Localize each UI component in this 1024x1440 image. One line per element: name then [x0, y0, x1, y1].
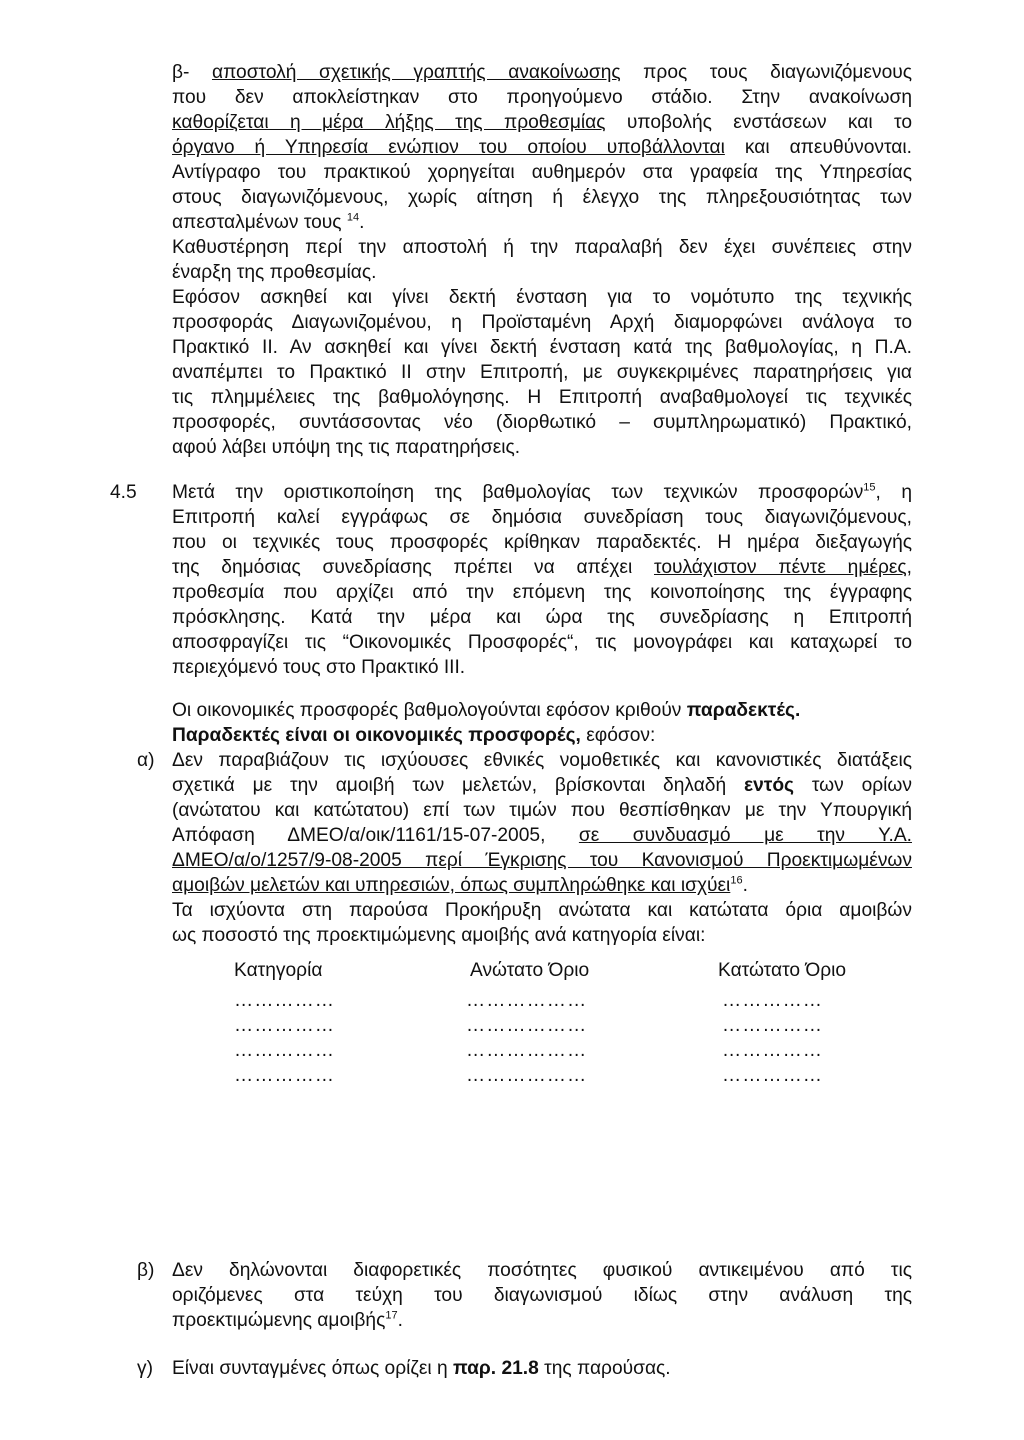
text-line: αφού λάβει υπόψη της τις παρατηρήσεις. [172, 437, 521, 458]
text-line: Αντίγραφο του πρακτικού χορηγείται αυθημερόν στα γραφεία της Υπηρεσίας [172, 162, 912, 183]
table-header-category: Κατηγορία [234, 960, 323, 981]
text-line: Μετά την οριστικοποίηση της βαθμολογίας των τεχνικών προσφορών$^{15}$, η [172, 481, 912, 503]
text-line: Δεν παραβιάζουν τις ισχύουσες εθνικές νομοθετικές και κανονιστικές διατάξεις [172, 750, 912, 771]
list-item-beta [172, 1258, 912, 1333]
text-line: αμοιβών μελετών και υπηρεσιών, όπως συμπληρώθηκε και ισχύει$^{16}$. [172, 874, 748, 896]
table-cell-placeholder: …………… [234, 990, 335, 1011]
text-line: έναρξη της προθεσμίας. [172, 262, 377, 283]
table-cell-placeholder: ……………… [466, 1065, 588, 1086]
section-number: 4.5 [110, 482, 137, 503]
list-item-gamma [172, 1356, 912, 1381]
list-marker-alpha: α) [137, 750, 155, 771]
text-line: απεσταλμένων τους $^{14}$. [172, 211, 365, 233]
text-line: στους διαγωνιζόμενους, χωρίς αίτηση ή έλεγχο της πληρεξουσιότητας των [172, 187, 912, 208]
text-line: σχετικά με την αμοιβή των μελετών, βρίσκονται δηλαδή εντός των ορίων [172, 775, 913, 796]
footnote-ref: 15 [863, 481, 876, 494]
text-line: Τα ισχύοντα στη παρούσα Προκήρυξη ανώτατα και κατώτατα όρια αμοιβών [172, 900, 912, 921]
table-cell-placeholder: …………… [234, 1015, 335, 1036]
text-line: της δημόσιας συνεδρίασης πρέπει να απέχει τουλάχιστον πέντε ημέρες, [172, 557, 912, 578]
text-line: β- αποστολή σχετικής γραπτής ανακοίνωσης προς τους διαγωνιζόμενους [172, 62, 912, 83]
table-cell-placeholder: ……………… [466, 990, 588, 1011]
paragraph-beta-announcement [172, 60, 912, 460]
text-line: οριζόμενες στα τεύχη του διαγωνισμού ιδίως στην ανάλυση της [172, 1285, 912, 1306]
table-cell-placeholder: …………… [722, 1065, 823, 1086]
footnote-ref: 14 [346, 211, 360, 224]
table-cell-placeholder: …………… [722, 1015, 823, 1036]
footnote-ref: 17 [385, 1309, 398, 1322]
text-line: Απόφαση ΔΜΕΟ/α/οικ/1161/15-07-2005, σε συνδυασμό με την Υ.Α. [172, 825, 912, 846]
text-line: Δεν δηλώνονται διαφορετικές ποσότητες φυσικού αντικειμένου από τις [172, 1260, 912, 1281]
footnote-ref: 16 [730, 874, 743, 887]
text-line: που οι τεχνικές τους προσφορές κρίθηκαν παραδεκτές. Η ημέρα διεξαγωγής [172, 532, 912, 553]
text-line: Είναι συνταγμένες όπως ορίζει η παρ. 21.8 της παρούσας. [172, 1358, 671, 1379]
text-line: προσφορές, συντάσσοντας νέο (διορθωτικό – συμπληρωματικό) Πρακτικό, [172, 412, 912, 433]
table-cell-placeholder: …………… [722, 990, 823, 1011]
text-line: τις πλημμέλειες της βαθμολόγησης. Η Επιτροπή αναβαθμολογεί τις τεχνικές [172, 387, 912, 408]
text-line: περιεχόμενό τους στο Πρακτικό ΙΙΙ. [172, 657, 466, 678]
paragraph-section-4-5 [172, 480, 912, 680]
text-line: Οι οικονομικές προσφορές βαθμολογούνται εφόσον κριθούν παραδεκτές. [172, 700, 801, 721]
text-line: Επιτροπή καλεί εγγράφως σε δημόσια συνεδρίαση τους διαγωνιζόμενους, [172, 507, 912, 528]
table-cell-placeholder: …………… [234, 1040, 335, 1061]
text-line: ως ποσοστό της προεκτιμώμενης αμοιβής ανά κατηγορία είναι: [172, 925, 706, 946]
text-line: ΔΜΕΟ/α/ο/1257/9-08-2005 περί Έγκρισης του Κανονισμού Προεκτιμωμένων [172, 850, 912, 871]
text-line: καθορίζεται η μέρα λήξης της προθεσμίας υποβολής ενστάσεων και το [172, 112, 912, 133]
paragraph-economic-offers [172, 698, 912, 748]
table-cell-placeholder: …………… [234, 1065, 335, 1086]
table-header-min-limit: Κατώτατο Όριο [718, 960, 847, 981]
table-cell-placeholder: ……………… [466, 1040, 588, 1061]
table-cell-placeholder: …………… [722, 1040, 823, 1061]
list-item-alpha [172, 748, 912, 948]
text-line: Εφόσον ασκηθεί και γίνει δεκτή ένσταση για το νομότυπο της τεχνικής [172, 287, 912, 308]
list-marker-gamma: γ) [137, 1358, 153, 1379]
list-marker-beta: β) [137, 1260, 155, 1281]
text-line: αναπέμπει το Πρακτικό ΙΙ στην Επιτροπή, με συγκεκριμένες παρατηρήσεις για [172, 362, 912, 383]
text-line: όργανο ή Υπηρεσία ενώπιον του οποίου υποβάλλονται και απευθύνονται. [172, 137, 912, 158]
text-line: προσφοράς Διαγωνιζομένου, η Προϊσταμένη Αρχή διαμορφώνει ανάλογα το [172, 312, 912, 333]
text-line: που δεν αποκλείστηκαν στο προηγούμενο στάδιο. Στην ανακοίνωση [172, 87, 912, 108]
table-header-max-limit: Ανώτατο Όριο [470, 960, 590, 981]
text-line: (ανώτατου και κατώτατου) επί των τιμών που θεσπίσθηκαν με την Υπουργική [172, 800, 912, 821]
text-line: πρόσκλησης. Κατά την μέρα και ώρα της συνεδρίασης η Επιτροπή [172, 607, 912, 628]
text-line: αποσφραγίζει τις “Οικονομικές Προσφορές“, τις μονογράφει και καταχωρεί το [172, 632, 912, 653]
text-line: προθεσμία που αρχίζει από την επόμενη της κοινοποίησης της έγγραφης [172, 582, 912, 603]
text-line: Καθυστέρηση περί την αποστολή ή την παραλαβή δεν έχει συνέπειες στην [172, 237, 912, 258]
text-line: Πρακτικό ΙΙ. Αν ασκηθεί και γίνει δεκτή ένσταση κατά της βαθμολογίας, η Π.Α. [172, 337, 912, 358]
text-line: Παραδεκτές είναι οι οικονομικές προσφορές, εφόσον: [172, 725, 656, 746]
text-line: προεκτιμώμενης αμοιβής$^{17}$. [172, 1309, 403, 1331]
table-cell-placeholder: ……………… [466, 1015, 588, 1036]
